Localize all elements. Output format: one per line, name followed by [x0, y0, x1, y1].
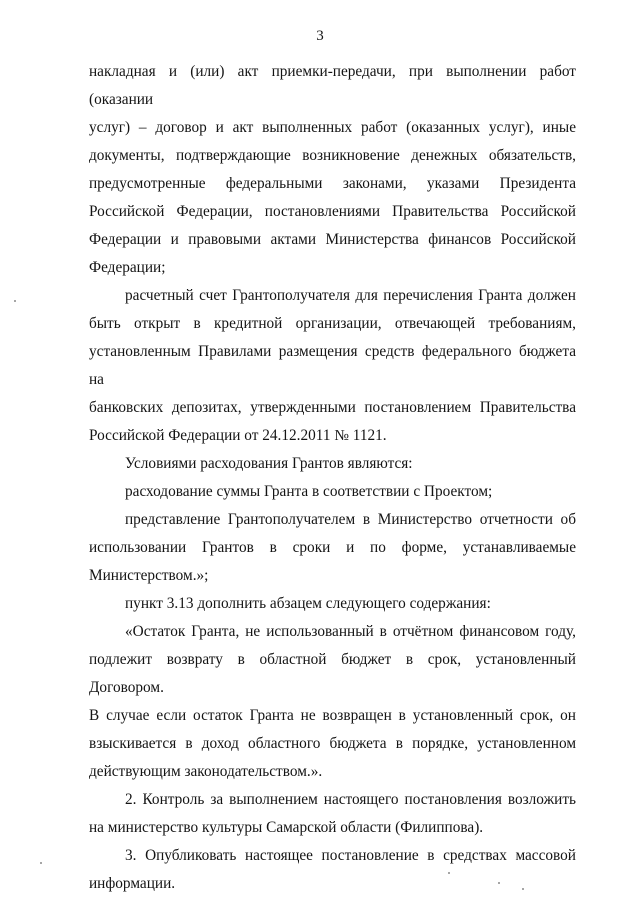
paragraph-spending [89, 478, 576, 506]
paragraph-bank-account [89, 282, 576, 450]
scan-speck [522, 888, 524, 890]
text-line: Условиями расходования Грантов являются: [125, 455, 413, 472]
text-line: пункт 3.13 дополнить абзацем следующего содержания: [125, 595, 491, 612]
page-number: 3 [316, 28, 324, 44]
text-line: использовании Грантов в сроки и по форме, устанавливаемые [89, 539, 576, 556]
text-line: Министерством.»; [89, 567, 209, 584]
text-line: 2. Контроль за выполнением настоящего постановления возложить [125, 791, 576, 808]
paragraph-conditions-heading [89, 450, 576, 478]
scan-speck [40, 862, 42, 864]
text-line: Российской Федерации, постановлениями Правительства Российской [89, 203, 576, 220]
text-line: расходование суммы Гранта в соответствии с Проектом; [125, 483, 493, 500]
text-line: действующим законодательством.». [89, 763, 323, 780]
text-line: быть открыт в кредитной организации, отвечающей требованиям, [89, 315, 576, 332]
text-line: Российской Федерации от 24.12.2011 № 1121. [89, 427, 387, 444]
text-line: документы, подтверждающие возникновение денежных обязательств, [89, 147, 576, 164]
text-line: установленным Правилами размещения средств федерального бюджета на [89, 343, 576, 388]
paragraph-reporting [89, 506, 576, 590]
text-line: Федерации и правовыми актами Министерства финансов Российской [89, 231, 576, 248]
text-line: представление Грантополучателем в Министерство отчетности об [125, 511, 576, 528]
text-line: расчетный счет Грантополучателя для перечисления Гранта должен [125, 287, 576, 304]
text-line: 3. Опубликовать настоящее постановление в средствах массовой [125, 847, 576, 864]
document-body [89, 58, 576, 898]
text-line: Федерации; [89, 259, 166, 276]
paragraph-grant-remainder [89, 618, 576, 786]
scan-speck [14, 300, 16, 302]
text-line: на министерство культуры Самарской области (Филиппова). [89, 819, 484, 836]
text-line: В случае если остаток Гранта не возвращен в установленный срок, он [89, 707, 576, 724]
paragraph-control [89, 786, 576, 842]
paragraph-publish [89, 842, 576, 898]
text-line: взыскивается в доход областного бюджета в порядке, установленном [89, 735, 576, 752]
text-line: «Остаток Гранта, не использованный в отчётном финансовом году, [125, 623, 576, 640]
text-line: предусмотренные федеральными законами, указами Президента [89, 175, 576, 192]
paragraph-amendment [89, 590, 576, 618]
text-line: информации. [89, 875, 176, 892]
scan-speck [498, 882, 500, 884]
text-line: банковских депозитах, утвержденными постановлением Правительства [89, 399, 576, 416]
text-line: услуг) – договор и акт выполненных работ (оказанных услуг), иные [89, 119, 576, 136]
scan-speck [448, 872, 450, 874]
paragraph-documents [89, 58, 576, 282]
text-line: подлежит возврату в областной бюджет в срок, установленный Договором. [89, 651, 576, 696]
text-line: накладная и (или) акт приемки-передачи, при выполнении работ (оказании [89, 63, 576, 108]
